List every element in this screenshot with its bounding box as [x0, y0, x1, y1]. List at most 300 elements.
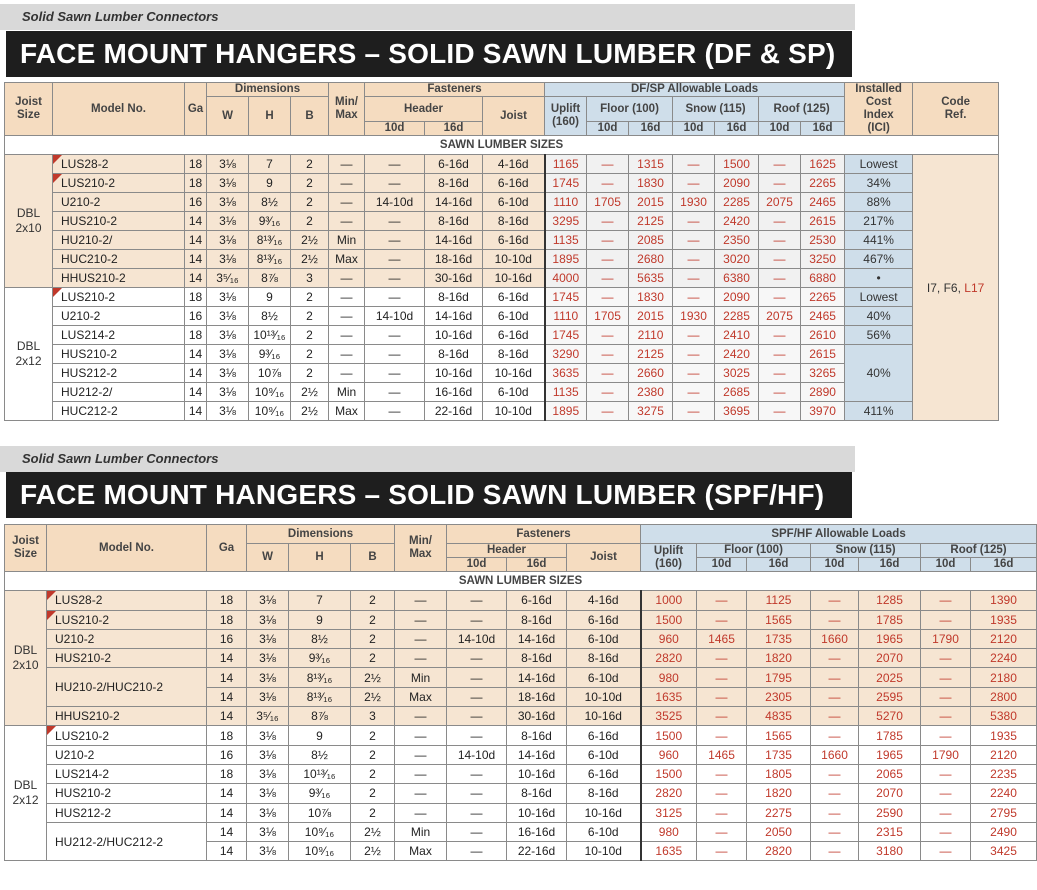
header-16d-header: 16d: [425, 122, 483, 136]
model-number: HUC212-2: [53, 402, 185, 421]
dimensions-header: Dimensions: [207, 83, 329, 97]
header-16d-cell: 18-16d: [507, 687, 567, 706]
min-max-header-line: Min/: [335, 96, 358, 108]
dim-w-header: W: [207, 97, 249, 136]
floor-10d-cell: —: [697, 842, 747, 861]
gauge-cell: 18: [207, 610, 247, 629]
snow-10d-cell: —: [811, 610, 859, 629]
floor-16d-header: 16d: [747, 558, 811, 572]
table-row: [5, 610, 1037, 629]
model-number: HHUS210-2: [53, 269, 185, 288]
min-max-header-line: Min/: [409, 535, 432, 547]
gauge-cell: 14: [207, 687, 247, 706]
snow-16d-cell: 1785: [859, 610, 921, 629]
floor-header: Floor (100): [587, 97, 673, 122]
dim-b-cell: 2: [291, 307, 329, 326]
header-16d-cell: 22-16d: [507, 842, 567, 861]
roof-10d-cell: —: [759, 269, 801, 288]
header-10d-cell: 14-10d: [447, 629, 507, 648]
roof-16d-cell: 1935: [971, 726, 1037, 745]
dim-w-cell: 3⅛: [247, 687, 289, 706]
joist-size-cell: [5, 288, 53, 421]
floor-16d-cell: 1735: [747, 745, 811, 764]
dim-h-cell: 9³⁄₁₆: [249, 212, 291, 231]
df-sp-table: [4, 82, 999, 421]
header-10d-header: 10d: [447, 558, 507, 572]
gauge-cell: 18: [185, 288, 207, 307]
snow-16d-cell: 2685: [715, 383, 759, 402]
dim-w-cell: 3⁵⁄₁₆: [207, 269, 249, 288]
header-16d-cell: 8-16d: [507, 784, 567, 803]
dim-h-cell: 10⁹⁄₁₆: [249, 402, 291, 421]
uplift-cell: 1000: [641, 591, 697, 610]
floor-16d-cell: 2085: [629, 231, 673, 250]
header-10d-cell: —: [447, 668, 507, 687]
fasteners-header: Fasteners: [447, 525, 641, 544]
min-max-cell: —: [395, 629, 447, 648]
table-row: [5, 288, 999, 307]
table-row: [5, 307, 999, 326]
floor-10d-cell: —: [587, 155, 629, 174]
table-row: [5, 345, 999, 364]
roof-10d-cell: —: [921, 726, 971, 745]
snow-10d-cell: 1660: [811, 745, 859, 764]
ici-cell: 217%: [845, 212, 913, 231]
floor-10d-cell: —: [587, 212, 629, 231]
table-row: [5, 822, 1037, 841]
model-number: LUS214-2: [47, 764, 207, 783]
dim-h-cell: 9: [289, 610, 351, 629]
roof-16d-cell: 2240: [971, 784, 1037, 803]
dim-b-cell: 2½: [351, 687, 395, 706]
dim-b-cell: 2½: [291, 402, 329, 421]
dim-w-cell: 3⅛: [247, 842, 289, 861]
roof-16d-cell: 3425: [971, 842, 1037, 861]
snow-16d-cell: 2420: [715, 212, 759, 231]
min-max-cell: —: [329, 307, 365, 326]
min-max-cell: —: [395, 649, 447, 668]
dim-b-cell: 3: [291, 269, 329, 288]
joist-nails-cell: 6-16d: [483, 326, 545, 345]
gauge-cell: 14: [185, 212, 207, 231]
dim-b-header: B: [291, 97, 329, 136]
roof-16d-cell: 2610: [801, 326, 845, 345]
floor-16d-cell: 2380: [629, 383, 673, 402]
snow-16d-cell: 2070: [859, 784, 921, 803]
header-10d-cell: —: [447, 784, 507, 803]
min-max-cell: —: [329, 269, 365, 288]
snow-10d-cell: —: [673, 174, 715, 193]
model-number: HU212-2/HUC212-2: [47, 822, 207, 861]
floor-10d-cell: —: [587, 383, 629, 402]
model-number: HUS210-2: [47, 649, 207, 668]
roof-16d-cell: 3970: [801, 402, 845, 421]
joist-nails-cell: 6-10d: [483, 193, 545, 212]
uplift-header-line: Uplift: [653, 544, 684, 557]
ici-cell: Lowest: [845, 288, 913, 307]
gauge-cell: 14: [185, 402, 207, 421]
header-10d-cell: —: [365, 212, 425, 231]
joist-nails-cell: 8-16d: [483, 212, 545, 231]
joist-nails-cell: 6-10d: [567, 668, 641, 687]
model-number: HHUS210-2: [47, 707, 207, 726]
snow-10d-cell: 1930: [673, 307, 715, 326]
dim-b-cell: 2: [291, 193, 329, 212]
ici-header-line: Index: [863, 109, 894, 121]
roof-10d-cell: —: [759, 155, 801, 174]
uplift-cell: 3125: [641, 803, 697, 822]
model-number: LUS28-2: [53, 155, 185, 174]
gauge-cell: 14: [207, 668, 247, 687]
code-ref-header: [913, 83, 999, 136]
model-number: HUC210-2: [53, 250, 185, 269]
joist-nails-cell: 8-16d: [567, 784, 641, 803]
dim-h-cell: 10¹³⁄₁₆: [289, 764, 351, 783]
header-16d-cell: 8-16d: [425, 174, 483, 193]
header-10d-cell: —: [365, 402, 425, 421]
snow-10d-cell: —: [673, 231, 715, 250]
roof-10d-cell: —: [921, 591, 971, 610]
header-16d-cell: 8-16d: [425, 345, 483, 364]
uplift-cell: 960: [641, 629, 697, 648]
uplift-cell: 3290: [545, 345, 587, 364]
dim-w-cell: 3⅛: [247, 610, 289, 629]
header-10d-cell: —: [365, 383, 425, 402]
roof-16d-cell: 1935: [971, 610, 1037, 629]
dim-w-cell: 3⅛: [247, 784, 289, 803]
joist-nails-cell: 6-16d: [483, 231, 545, 250]
floor-16d-cell: 2305: [747, 687, 811, 706]
gauge-cell: 14: [207, 649, 247, 668]
snow-16d-cell: 1965: [859, 745, 921, 764]
roof-16d-cell: 2120: [971, 745, 1037, 764]
snow-10d-cell: —: [811, 822, 859, 841]
dim-h-cell: 9³⁄₁₆: [289, 649, 351, 668]
roof-16d-cell: 2890: [801, 383, 845, 402]
floor-16d-cell: 1820: [747, 784, 811, 803]
roof-16d-cell: 2530: [801, 231, 845, 250]
joist-size-header-line: Size: [16, 109, 40, 121]
dim-h-cell: 7: [289, 591, 351, 610]
roof-16d-header: 16d: [971, 558, 1037, 572]
dim-b-cell: 2: [351, 591, 395, 610]
code-ref-text: I7, F6,: [926, 280, 965, 295]
sawn-lumber-sizes-label: SAWN LUMBER SIZES: [5, 136, 999, 155]
roof-16d-cell: 2265: [801, 174, 845, 193]
floor-10d-cell: —: [697, 610, 747, 629]
dim-w-cell: 3⅛: [247, 726, 289, 745]
table-row: [5, 764, 1037, 783]
uplift-cell: 3295: [545, 212, 587, 231]
roof-10d-cell: —: [759, 326, 801, 345]
min-max-cell: Min: [329, 231, 365, 250]
snow-16d-header: 16d: [859, 558, 921, 572]
floor-10d-cell: 1465: [697, 629, 747, 648]
header-16d-cell: 30-16d: [425, 269, 483, 288]
dim-w-cell: 3⅛: [207, 193, 249, 212]
floor-10d-cell: —: [697, 649, 747, 668]
floor-16d-cell: 2110: [629, 326, 673, 345]
header-10d-cell: 14-10d: [365, 193, 425, 212]
ici-cell: 441%: [845, 231, 913, 250]
dim-b-cell: 2: [351, 784, 395, 803]
joist-size-cell: [5, 726, 47, 861]
code-ref-cell: [913, 155, 999, 421]
joist-size-line: 2x10: [15, 221, 42, 235]
header-16d-header: 16d: [507, 558, 567, 572]
header-10d-cell: —: [447, 687, 507, 706]
floor-10d-cell: —: [587, 269, 629, 288]
floor-10d-cell: —: [697, 803, 747, 822]
roof-10d-cell: —: [921, 687, 971, 706]
fastener-header-header: Header: [365, 97, 483, 122]
header-10d-cell: —: [365, 174, 425, 193]
snow-header: Snow (115): [811, 544, 921, 558]
joist-nails-cell: 6-16d: [567, 726, 641, 745]
floor-16d-cell: 1820: [747, 649, 811, 668]
uplift-cell: 1635: [641, 687, 697, 706]
min-max-cell: —: [395, 591, 447, 610]
joist-size-header: [5, 83, 53, 136]
floor-16d-cell: 1125: [747, 591, 811, 610]
snow-16d-cell: 2315: [859, 822, 921, 841]
gauge-cell: 16: [207, 745, 247, 764]
roof-10d-cell: 2075: [759, 193, 801, 212]
joist-size-line: 2x12: [15, 354, 42, 368]
ici-cell: 467%: [845, 250, 913, 269]
snow-10d-cell: —: [811, 803, 859, 822]
uplift-cell: 1165: [545, 155, 587, 174]
uplift-cell: 2820: [641, 784, 697, 803]
roof-10d-cell: —: [759, 231, 801, 250]
ici-cell: 34%: [845, 174, 913, 193]
floor-10d-cell: —: [587, 250, 629, 269]
header-10d-cell: —: [447, 591, 507, 610]
gauge-cell: 18: [207, 591, 247, 610]
snow-10d-cell: —: [673, 326, 715, 345]
joist-nails-cell: 6-10d: [567, 822, 641, 841]
dim-b-header: B: [351, 544, 395, 572]
snow-16d-cell: 1500: [715, 155, 759, 174]
dim-w-cell: 3⅛: [207, 364, 249, 383]
header-16d-cell: 14-16d: [425, 231, 483, 250]
joist-nails-cell: 10-16d: [483, 364, 545, 383]
min-max-cell: —: [395, 726, 447, 745]
floor-header: Floor (100): [697, 544, 811, 558]
dim-w-cell: 3⅛: [207, 174, 249, 193]
uplift-header-line: (160): [552, 116, 579, 128]
floor-16d-cell: 2680: [629, 250, 673, 269]
joist-nails-cell: 6-10d: [567, 629, 641, 648]
dim-h-cell: 9: [289, 726, 351, 745]
uplift-cell: 960: [641, 745, 697, 764]
uplift-cell: 1110: [545, 193, 587, 212]
roof-16d-cell: 1390: [971, 591, 1037, 610]
dim-w-cell: 3⅛: [247, 803, 289, 822]
dim-b-cell: 2: [351, 629, 395, 648]
uplift-cell: 1500: [641, 610, 697, 629]
min-max-cell: —: [395, 784, 447, 803]
floor-16d-cell: 1315: [629, 155, 673, 174]
roof-10d-cell: 1790: [921, 745, 971, 764]
dim-h-cell: 8½: [249, 193, 291, 212]
model-number: LUS28-2: [47, 591, 207, 610]
ici-header: [845, 83, 913, 136]
uplift-header-line: Uplift: [550, 103, 581, 115]
joist-nails-cell: 6-16d: [567, 610, 641, 629]
dim-h-header: H: [249, 97, 291, 136]
header-10d-cell: —: [447, 822, 507, 841]
min-max-cell: Max: [329, 402, 365, 421]
joist-nails-cell: 6-16d: [483, 288, 545, 307]
joist-size-line: 2x10: [12, 658, 39, 673]
floor-10d-cell: —: [587, 345, 629, 364]
snow-16d-cell: 2590: [859, 803, 921, 822]
snow-16d-cell: 2410: [715, 326, 759, 345]
model-number: HUS212-2: [47, 803, 207, 822]
snow-10d-cell: —: [811, 726, 859, 745]
roof-10d-cell: —: [759, 288, 801, 307]
floor-10d-cell: —: [697, 764, 747, 783]
roof-16d-cell: 2795: [971, 803, 1037, 822]
min-max-cell: —: [329, 326, 365, 345]
min-max-cell: —: [395, 745, 447, 764]
dim-b-cell: 2: [291, 174, 329, 193]
snow-10d-cell: —: [811, 784, 859, 803]
table-row: [5, 402, 999, 421]
uplift-cell: 4000: [545, 269, 587, 288]
table-row: [5, 803, 1037, 822]
model-number: HUS210-2: [53, 212, 185, 231]
roof-16d-cell: 2465: [801, 193, 845, 212]
ici-cell: 56%: [845, 326, 913, 345]
header-16d-cell: 22-16d: [425, 402, 483, 421]
dim-w-cell: 3⅛: [207, 231, 249, 250]
dim-b-cell: 2: [291, 326, 329, 345]
min-max-cell: Max: [395, 842, 447, 861]
min-max-header-line: Max: [409, 548, 432, 560]
header-10d-cell: —: [447, 649, 507, 668]
roof-10d-cell: 1790: [921, 629, 971, 648]
uplift-cell: 1745: [545, 326, 587, 345]
header-16d-cell: 14-16d: [425, 307, 483, 326]
snow-16d-cell: 3695: [715, 402, 759, 421]
header-16d-cell: 14-16d: [425, 193, 483, 212]
dim-w-cell: 3⅛: [247, 591, 289, 610]
roof-16d-cell: 2490: [971, 822, 1037, 841]
snow-10d-header: 10d: [811, 558, 859, 572]
allowable-loads-header: DF/SP Allowable Loads: [545, 83, 845, 97]
roof-16d-cell: 2465: [801, 307, 845, 326]
roof-10d-cell: —: [921, 764, 971, 783]
dim-b-cell: 2: [291, 364, 329, 383]
gauge-header: Ga: [185, 83, 207, 136]
gauge-cell: 14: [207, 803, 247, 822]
ici-cell: 88%: [845, 193, 913, 212]
snow-10d-cell: —: [811, 687, 859, 706]
model-number: LUS210-2: [47, 610, 207, 629]
snow-10d-cell: —: [811, 668, 859, 687]
dim-w-cell: 3⅛: [247, 649, 289, 668]
dim-w-cell: 3⅛: [207, 155, 249, 174]
snow-10d-cell: 1660: [811, 629, 859, 648]
roof-16d-header: 16d: [801, 122, 845, 136]
header-10d-cell: 14-10d: [365, 307, 425, 326]
roof-16d-cell: 2800: [971, 687, 1037, 706]
roof-header: Roof (125): [921, 544, 1037, 558]
model-number: U210-2: [47, 629, 207, 648]
model-number: LUS210-2: [47, 726, 207, 745]
min-max-cell: —: [395, 707, 447, 726]
dim-w-cell: 3⅛: [207, 383, 249, 402]
model-number: HU210-2/HUC210-2: [47, 668, 207, 707]
snow-10d-cell: —: [811, 649, 859, 668]
dim-b-cell: 2: [291, 155, 329, 174]
min-max-cell: —: [329, 345, 365, 364]
header-10d-cell: —: [365, 231, 425, 250]
header-10d-cell: —: [447, 803, 507, 822]
floor-16d-cell: 2015: [629, 193, 673, 212]
min-max-cell: —: [329, 288, 365, 307]
snow-16d-cell: 2070: [859, 649, 921, 668]
gauge-cell: 18: [185, 174, 207, 193]
dim-w-cell: 3⅛: [247, 629, 289, 648]
dim-b-cell: 2: [351, 745, 395, 764]
uplift-header: [545, 97, 587, 136]
snow-16d-cell: 2065: [859, 764, 921, 783]
dimensions-header: Dimensions: [247, 525, 395, 544]
model-number: U210-2: [53, 307, 185, 326]
dim-h-cell: 8⅞: [249, 269, 291, 288]
roof-10d-cell: —: [759, 174, 801, 193]
min-max-cell: —: [329, 212, 365, 231]
dim-b-cell: 2: [291, 288, 329, 307]
joist-nails-cell: 10-10d: [483, 250, 545, 269]
ici-cell: Lowest: [845, 155, 913, 174]
allowable-loads-header: SPF/HF Allowable Loads: [641, 525, 1037, 544]
floor-16d-cell: 2015: [629, 307, 673, 326]
uplift-cell: 2820: [641, 649, 697, 668]
gauge-cell: 14: [185, 345, 207, 364]
roof-10d-cell: —: [921, 842, 971, 861]
dim-b-cell: 2: [291, 212, 329, 231]
code-ref-red-text: L17: [964, 280, 985, 295]
dim-b-cell: 2: [291, 345, 329, 364]
table-row: [5, 629, 1037, 648]
dim-b-cell: 2: [351, 649, 395, 668]
joist-nails-cell: 10-10d: [567, 842, 641, 861]
uplift-header: [641, 544, 697, 572]
roof-10d-cell: —: [921, 803, 971, 822]
roof-16d-cell: 3250: [801, 250, 845, 269]
floor-10d-header: 10d: [587, 122, 629, 136]
header-10d-cell: —: [365, 345, 425, 364]
roof-16d-cell: 2265: [801, 288, 845, 307]
dim-b-cell: 2: [351, 726, 395, 745]
floor-10d-cell: —: [697, 687, 747, 706]
snow-16d-cell: 2090: [715, 174, 759, 193]
uplift-cell: 3525: [641, 707, 697, 726]
header-10d-cell: —: [447, 610, 507, 629]
joist-nails-cell: 6-10d: [483, 383, 545, 402]
uplift-cell: 1500: [641, 764, 697, 783]
header-10d-cell: —: [365, 250, 425, 269]
floor-16d-header: 16d: [629, 122, 673, 136]
dim-h-cell: 9: [249, 174, 291, 193]
min-max-cell: Min: [395, 668, 447, 687]
header-16d-cell: 6-16d: [425, 155, 483, 174]
header-10d-cell: 14-10d: [447, 745, 507, 764]
